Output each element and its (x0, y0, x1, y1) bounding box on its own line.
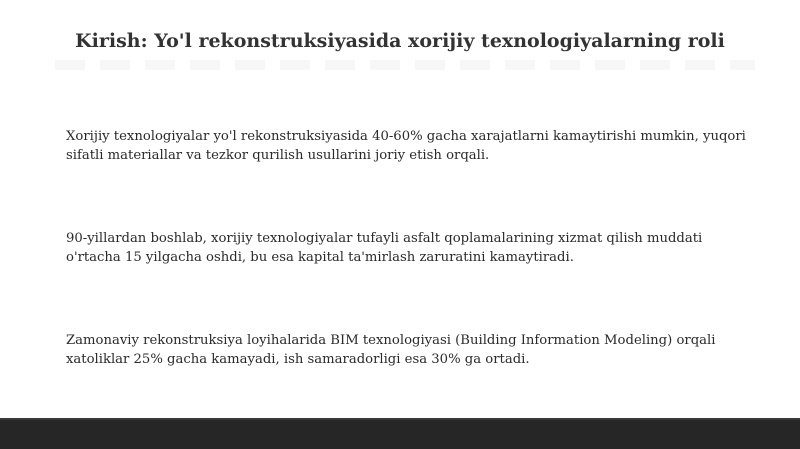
paragraph-asphalt-lifespan: 90-yillardan boshlab, xorijiy texnologiyalar tufayli asfalt qoplamalarining xizmat qilish muddati o'rtacha 15 yilgacha oshdi, bu esa kapital ta'mirlash zaruratini kamaytiradi. (66, 231, 703, 265)
paragraph-cost-reduction: Xorijiy texnologiyalar yo'l rekonstruksiyasida 40-60% gacha xarajatlarni kamaytirishi mumkin, yuqori sifatli materiallar va tezkor qurilish usullarini joriy etish orqali. (66, 129, 746, 163)
slide-title: Kirish: Yo'l rekonstruksiyasida xorijiy texnologiyalarning roli (75, 30, 725, 52)
title-shadow (55, 60, 755, 70)
paragraph-bim-technology: Zamonaviy rekonstruksiya loyihalarida BIM texnologiyasi (Building Information Modeling) orqali xatoliklar 25% gacha kamayadi, ish samaradorligi esa 30% ga ortadi. (66, 333, 716, 367)
footer-bar (0, 418, 800, 449)
